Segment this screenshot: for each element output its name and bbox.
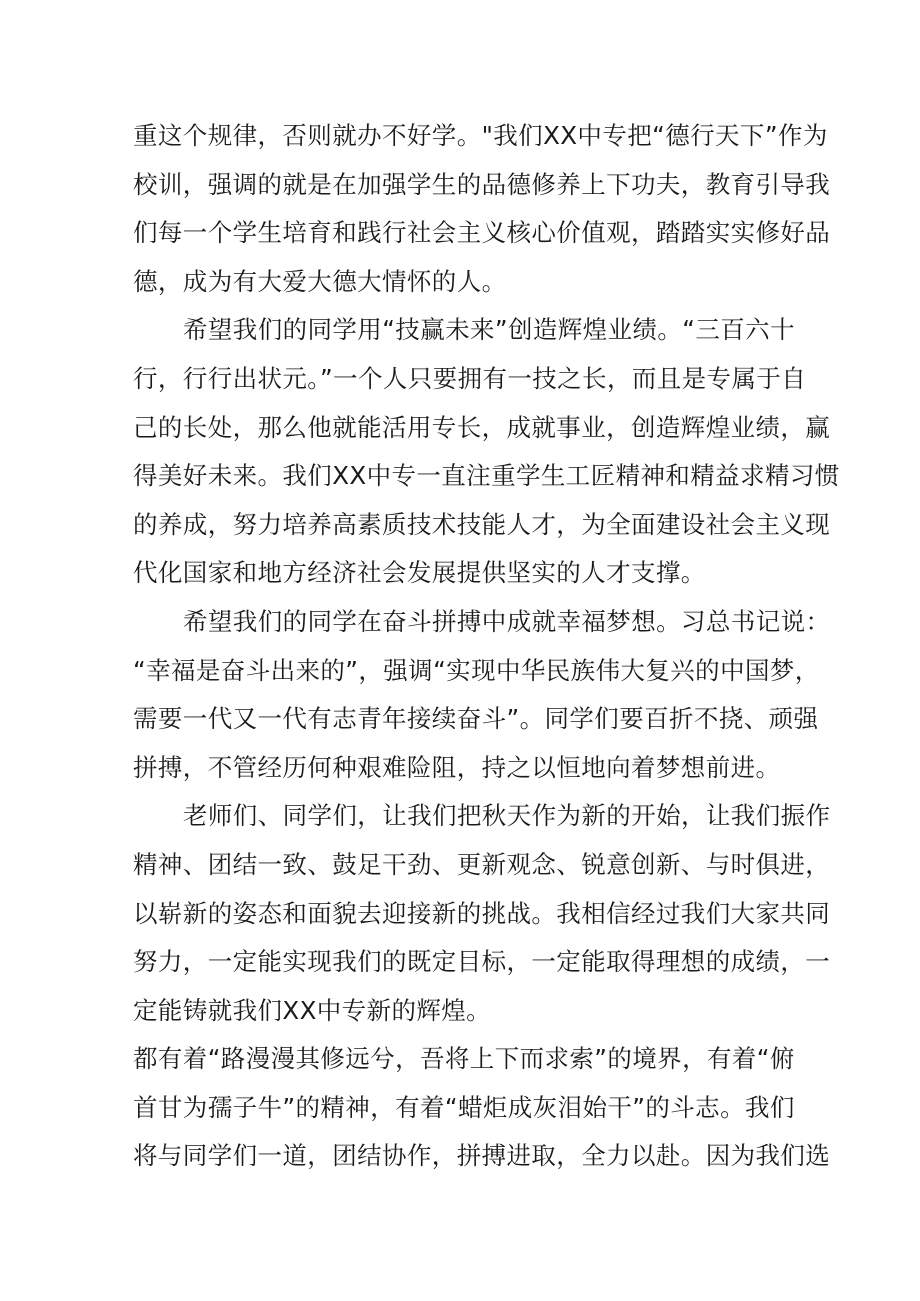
text-line: 首甘为孺子牛”的精神，有着“蜡炬成灰泪始干”的斗志。我们 bbox=[133, 1092, 795, 1122]
text-line: 都有着“路漫漫其修远兮，吾将上下而求索”的境界，有着“俯 bbox=[133, 1044, 795, 1074]
text-line: 己的长处，那么他就能活用专长，成就事业，创造辉煌业绩，赢 bbox=[133, 412, 831, 442]
text-line: 重这个规律，否则就办不好学。"我们XX中专把“德行天下”作为 bbox=[133, 121, 828, 150]
text-line: 得美好未来。我们XX中专一直注重学生工匠精神和精益求精习惯 bbox=[133, 461, 840, 491]
text-line: 行，行行出状元。”一个人只要拥有一技之长，而且是专属于自 bbox=[133, 363, 807, 393]
paragraph-first-line: 希望我们的同学用“技赢未来”创造辉煌业绩。“三百六十 bbox=[183, 315, 795, 345]
paragraph-first-line: 希望我们的同学在奋斗拼搏中成就幸福梦想。习总书记说： bbox=[183, 606, 831, 636]
text-line: 们每一个学生培育和践行社会主义核心价值观，踏踏实实修好品 bbox=[133, 218, 831, 248]
text-line: 德，成为有大爱大德大情怀的人。 bbox=[133, 266, 507, 296]
text-line: 将与同学们一道，团结协作，拼搏进取，全力以赴。因为我们选 bbox=[133, 1141, 831, 1171]
text-line: 定能铸就我们XX中专新的辉煌。 bbox=[133, 995, 492, 1025]
text-line: “幸福是奋斗出来的”，强调“实现中华民族伟大复兴的中国梦， bbox=[133, 655, 820, 685]
text-line: 的养成，努力培养高素质技术技能人才，为全面建设社会主义现 bbox=[133, 509, 831, 539]
text-line: 拼搏，不管经历何种艰难险阻，持之以恒地向着梦想前进。 bbox=[133, 752, 781, 782]
text-line: 努力，一定能实现我们的既定目标，一定能取得理想的成绩，一 bbox=[133, 947, 831, 977]
paragraph-first-line: 老师们、同学们，让我们把秋天作为新的开始，让我们振作 bbox=[183, 801, 831, 831]
text-line: 需要一代又一代有志青年接续奋斗”。同学们要百折不挠、顽强 bbox=[133, 704, 819, 734]
text-line: 代化国家和地方经济社会发展提供坚实的人才支撑。 bbox=[133, 558, 706, 588]
text-line: 精神、团结一致、鼓足干劲、更新观念、锐意创新、与时俱进， bbox=[133, 849, 831, 879]
document-body bbox=[133, 112, 840, 1181]
text-line: 校训，强调的就是在加强学生的品德修养上下功夫，教育引导我 bbox=[133, 169, 831, 199]
text-line: 以崭新的姿态和面貌去迎接新的挑战。我相信经过我们大家共同 bbox=[133, 898, 831, 928]
